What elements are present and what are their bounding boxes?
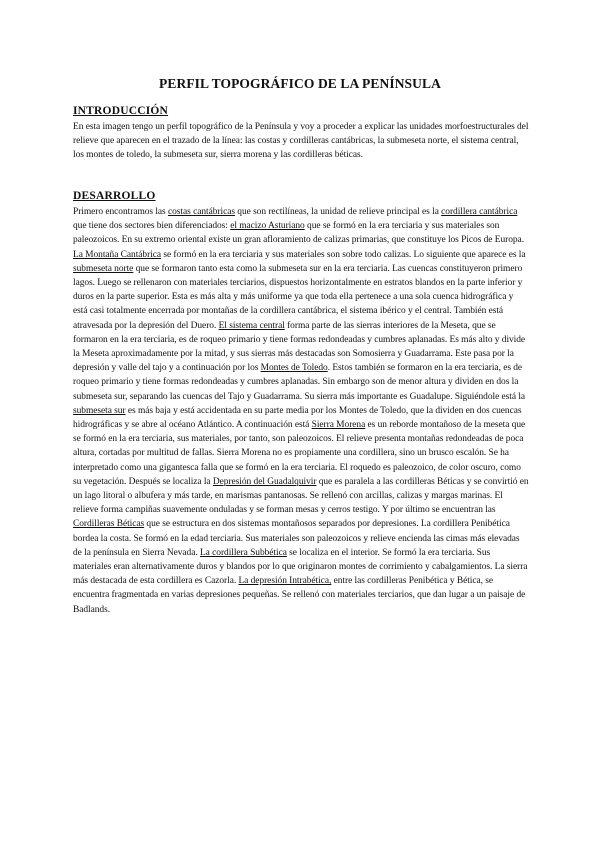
text-segment: se localiza en el interior. Se formó la era terciaria. Sus materiales eran alternativamente duros y blandos por lo que originaron montes de corrimiento y cabalgamientos. La sierra más destacada de esta cordillera es Cazorla. <box>73 547 528 587</box>
underlined-term: cordillera cantábrica <box>441 207 518 217</box>
text-segment: Primero encontramos las <box>73 207 168 217</box>
text-segment: . Estos también se formaron en la era terciaria, es de roqueo primario y tiene formas redondeadas y cumbres aplanadas. Sin embargo son de menor altura y dividen en dos la submeseta sur, separando las cuencas del Tajo y Guadarrama. Su sierra más importante es Guadalupe. Siguiéndole está la <box>73 363 526 402</box>
text-segment: se formó en la era terciaria y sus materiales son sobre todo calizas. Lo siguiente que aparece es la <box>161 249 526 260</box>
underlined-term: La cordillera Subbética <box>199 547 287 558</box>
intro-paragraph: En esta imagen tengo un perfil topográfico de la Península y voy a proceder a explicar las unidades morfoestructurales del relieve que aparecen en el trazado de la línea: las costas y cordilleras cantábricas, la submeseta norte, el sistema central, los montes de toledo, la submeseta sur, sierra morena y las cordilleras béticas. <box>73 122 529 161</box>
underlined-term: submeseta sur <box>73 405 126 416</box>
text-segment: que son rectilíneas, la unidad de relieve principal es la <box>234 207 442 217</box>
underlined-term: Cordilleras Béticas <box>73 519 145 530</box>
text-segment: que se estructura en dos sistemas montañosos separados por depresiones. La cordillera Penibética bordea la costa. Se formó en la edad terciaria. Sus materiales son paleozoicos y relieve encienda las cimas más elevadas de la península en Sierra Nevada. <box>73 519 520 558</box>
text-segment: es más baja y está accidentada en su parte media por los Montes de Toledo, que la dividen en dos cuencas hidrográficas y se abre al océano Atlántico. A continuación está <box>73 405 522 431</box>
underlined-term: Sierra Morena <box>311 420 366 431</box>
text-segment: entre las cordilleras Penibética y Bética, se encuentra fragmentada en varias depresiones pequeñas. Se rellenó con materiales terciarios, que dan lugar a un paisaje de Badlands. <box>73 576 526 615</box>
text-segment: es un reborde montañoso de la meseta que se formó en la era terciaria, sus materiales, por tanto, son paleozoicos. El relieve presenta montañas redondeadas de poca altura, cortadas por multitud de fallas. Sierra Morena no es propiamente una cordillera, sino un brusco escalón. Se ha interpretado como una gigantesca falla que se formó en la era terciaria. El roquedo es paleozoico, de color oscuro, como su vegetación. Después se localiza la <box>73 420 526 487</box>
underlined-term: El sistema central <box>218 320 285 331</box>
text-segment: forma parte de las sierras interiores de la Meseta, que se formaron en la era terciaria, es de roqueo primario y tiene formas redondeadas y cumbres aplanadas. Es más alto y divide la Meseta aproximadamente por la mitad, y sus sierras más destacadas son Somosierra y Guadarrama. Este pasa por la depresión y valle del tajo y a continuación por los <box>73 320 526 374</box>
underlined-term: submeseta norte <box>73 263 134 274</box>
text-segment: que es paralela a las cordilleras Béticas y se convirtió en un lago litoral o albufera y más tarde, en marismas pantanosas. Se rellenó con arcillas, calizas y margas marinas. El relieve forma campiñas suavemente onduladas y se forman mesas y cerros testigo. Y por último se encuentran las <box>73 476 529 516</box>
text-segment: que tiene dos sectores bien diferenciados: <box>73 221 231 232</box>
document-title: PERFIL TOPOGRÁFICO DE LA PENÍNSULA <box>159 76 441 91</box>
text-segment: que se formó en la era terciaria y sus materiales son paleozoicos. En su extremo oriental existe un gran afloramiento de calizas primarias, que constituye los Picos de Europa. <box>73 221 525 246</box>
underlined-term: el macizo Asturiano <box>230 221 305 232</box>
underlined-term: Montes de Toledo <box>260 363 328 374</box>
underlined-term: La Montaña Cantábrica <box>73 249 162 260</box>
text-segment: que se formaron tanto esta como la submeseta sur en la era terciaria. Las cuencas constituyeron primero lagos. Luego se rellenaron con materiales terciarios, dispuestos horizontalmente en estratos blandos en la parte inferior y duros en la parte superior. Esta es más alta y más uniforme ya que toda ella pertenece a una sola cuenca hidrográfica y está casi totalmente encerrada por montañas de la cordillera cantábrica, el sistema ibérico y el central. También está atravesada por la depresión del Duero. <box>73 263 523 331</box>
underlined-term: La depresión Intrabética, <box>238 576 332 587</box>
development-heading: DESARROLLO <box>73 190 156 202</box>
intro-heading: INTRODUCCIÓN <box>73 105 169 117</box>
underlined-term: Depresión del Guadalquivir <box>212 476 317 487</box>
underlined-term: costas cantábricas <box>168 207 235 217</box>
development-paragraph <box>73 205 529 617</box>
